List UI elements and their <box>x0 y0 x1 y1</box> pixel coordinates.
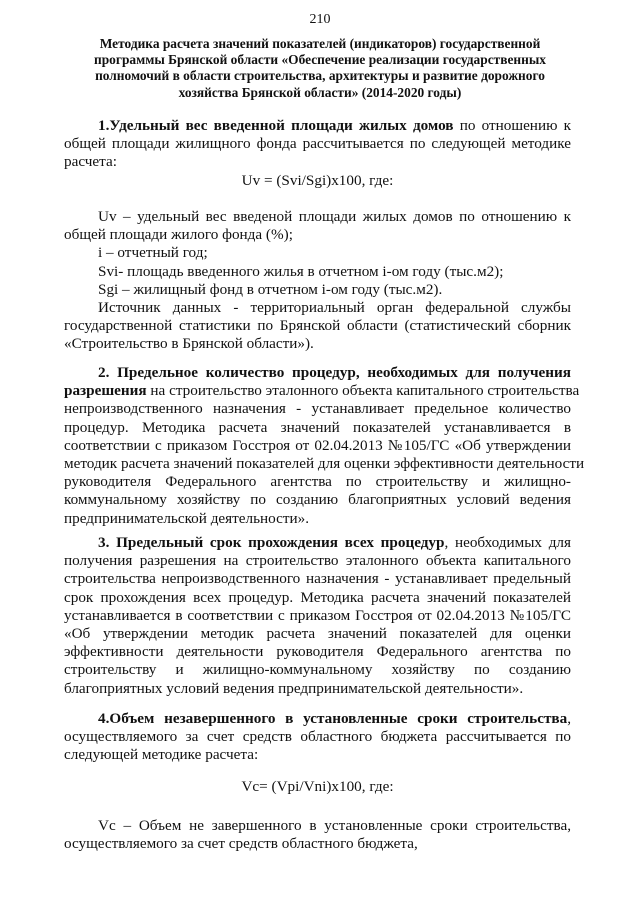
section-3 <box>64 534 571 698</box>
definition-line: Sgi – жилищный фонд в отчетном i-ом году (тыс.м2). <box>98 280 443 298</box>
paragraph-line: общей площади жилищного фонда рассчитывается по следующей методике <box>64 135 571 153</box>
section-2 <box>64 364 585 528</box>
paragraph-line: «Об утверждении методик расчета значений показателей для оценки <box>64 625 571 643</box>
section-3-title-line <box>64 534 571 552</box>
section-4-title-line <box>64 710 571 728</box>
section-2-rest: на строительство эталонного объекта капитального строительства <box>146 382 580 400</box>
section-1 <box>64 117 571 190</box>
section-4-title: 4.Объем незавершенного в установленные сроки строительства <box>98 710 568 727</box>
heading-line: программы Брянской области «Обеспечение реализации государственных <box>94 52 546 68</box>
section-4-definitions <box>64 817 571 853</box>
definition-line: государственной статистики по Брянской области (статистический сборник <box>64 317 571 335</box>
section-2-title-text: 2. Предельное количество процедур, необходимых для получения <box>98 364 571 381</box>
formula-vc: Vc= (Vpi/Vni)x100, где: <box>241 778 394 795</box>
section-3-title-rest: , необходимых для <box>444 534 571 551</box>
definition-line: i – отчетный год; <box>98 244 208 262</box>
definition-line: «Строительство в Брянской области»). <box>64 335 314 353</box>
paragraph-line: руководителя Федерального агентства по строительству и жилищно- <box>64 473 571 491</box>
definition-line: осуществляемого за счет средств областного бюджета, <box>64 835 418 853</box>
page-number: 210 <box>309 12 331 27</box>
section-1-definitions <box>64 208 571 354</box>
section-2-title <box>64 364 571 382</box>
section-3-title: 3. Предельный срок прохождения всех процедур <box>98 534 445 551</box>
section-1-title: 1.Удельный вес введенной площади жилых домов <box>98 117 454 134</box>
paragraph-line: следующей методике расчета: <box>64 746 259 764</box>
formula-uv: Uv = (Svi/Sgi)x100, где: <box>241 171 394 189</box>
paragraph-line: предпринимательской деятельности». <box>64 509 310 527</box>
definition-line: общей площади жилого фонда (%); <box>64 226 293 244</box>
paragraph-line: срок прохождения всех процедур. Методика расчета значений показателей <box>64 588 571 606</box>
heading-line: хозяйства Брянской области» (2014-2020 годы) <box>178 84 462 100</box>
paragraph-line: процедур. Методика расчета значений показателей устанавливается в <box>64 418 571 436</box>
document-heading <box>70 36 570 101</box>
heading-line: Методика расчета значений показателей (индикаторов) государственной <box>99 36 541 51</box>
heading-line: полномочий в области строительства, архитектуры и развитие дорожного <box>95 68 545 84</box>
definition-line: Vc – Объем не завершенного в установленные сроки строительства, <box>98 817 571 834</box>
paragraph-line: получения разрешения на строительство эталонного объекта капитального <box>64 552 571 570</box>
definition-line: Uv – удельный вес введеной площади жилых домов по отношению к <box>98 208 571 225</box>
section-1-title-line <box>64 117 571 135</box>
paragraph-line: расчета: <box>64 153 117 171</box>
paragraph-line: эффективности деятельности руководителя Федерального агентства по <box>64 643 571 661</box>
paragraph-line: соответствии с приказом Госстроя от 02.04.2013 №105/ГС «Об утверждении <box>64 436 571 454</box>
section-4 <box>64 710 571 765</box>
paragraph-line: методик расчета значений показателей для оценки эффективности деятельности <box>64 455 585 473</box>
paragraph-line: строительства непроизводственного назначения - устанавливает предельный <box>64 570 571 588</box>
paragraph-line <box>64 382 580 400</box>
definition-line: Svi- площадь введенного жилья в отчетном i-ом году (тыс.м2); <box>98 262 504 280</box>
paragraph-line: коммунальному хозяйству по созданию благоприятных условий ведения <box>64 491 571 509</box>
paragraph-line: строительству и жилищно-коммунальному хозяйству по созданию <box>64 661 571 679</box>
section-1-title-rest: по отношению к <box>453 117 571 134</box>
definition-line: Источник данных - территориальный орган федеральной службы <box>98 299 571 317</box>
paragraph-line: благоприятных условий ведения предпринимательской деятельности». <box>64 679 524 697</box>
paragraph-line: устанавливается в соответствии с приказом Госстроя от 02.04.2013 №105/ГС <box>64 606 571 624</box>
paragraph-line: непроизводственного назначения - устанавливает предельное количество <box>64 400 571 418</box>
formula-vc-block <box>64 778 571 796</box>
section-2-title-cont: разрешения <box>64 382 147 400</box>
section-4-title-rest: , <box>567 710 571 727</box>
paragraph-line: осуществляемого за счет средств областного бюджета рассчитывается по <box>64 728 571 746</box>
